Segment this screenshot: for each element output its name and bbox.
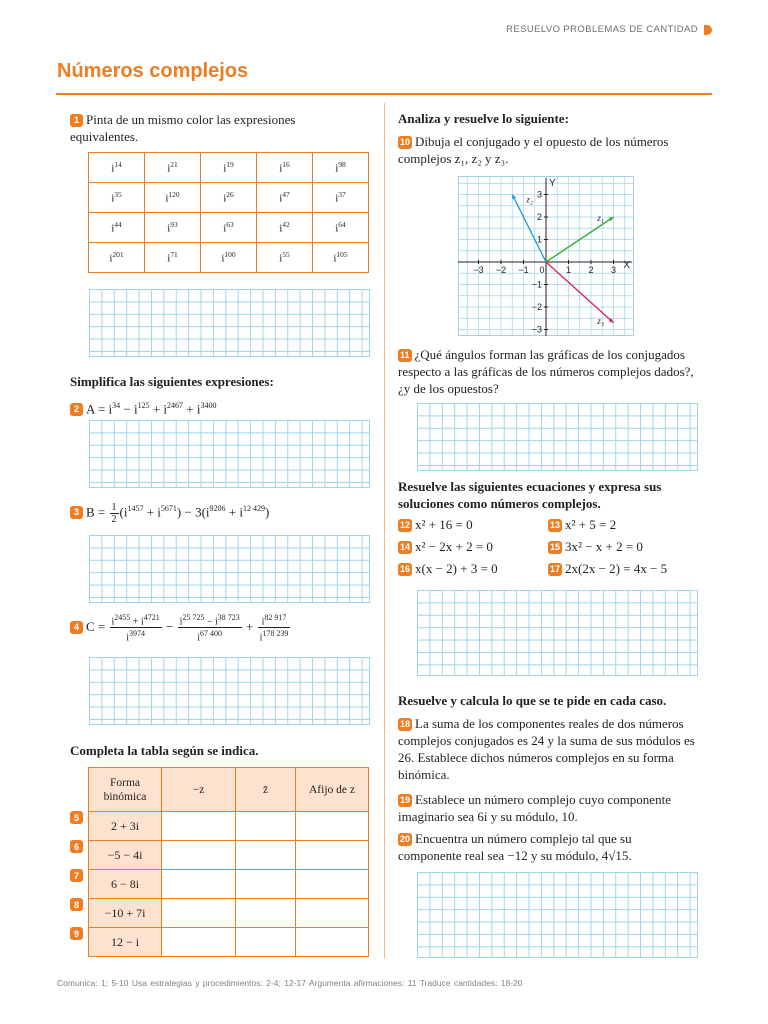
power-base: i [333,252,337,265]
power-cell[interactable] [145,183,201,213]
header-affix: Afijo de z [296,768,369,812]
conjugate-cell[interactable] [236,841,296,870]
power-exponent: 16 [282,160,290,170]
power-base: i [279,192,283,205]
power-exponent: 44 [114,220,122,230]
x-tick-label: −2 [495,265,507,275]
question-number: 6 [70,840,83,853]
answer-grid-4[interactable] [89,657,370,725]
question-number: 13 [550,520,561,530]
power-cell[interactable] [257,183,313,213]
question-number: 17 [550,564,561,574]
section-tab-marker [704,25,712,35]
section-header [506,24,712,35]
power-cell[interactable] [201,183,257,213]
power-cell[interactable] [257,153,313,183]
answer-grid-1[interactable] [89,289,370,357]
power-base: i [279,162,283,175]
question-19-text: Establece un número complejo cuyo componente imaginario sea 6i y su módulo, 10. [398,792,671,824]
question-number: 10 [400,137,411,147]
power-row [89,213,369,243]
complex-table [88,767,369,957]
x-tick-label: −1 [518,265,529,275]
power-base: i [109,252,113,265]
header-opposite: −z [162,768,236,812]
complete-table-title: Completa la tabla según se indica. [70,743,259,758]
binomial-value: −10 + 7i [89,899,162,928]
power-base: i [223,192,227,205]
power-cell[interactable] [257,213,313,243]
power-exponent: 64 [338,220,346,230]
power-exponent: 21 [170,160,178,170]
binomial-value: 2 + 3i [89,812,162,841]
power-cell[interactable] [145,153,201,183]
question-number: 3 [70,506,83,519]
question-number: 20 [400,834,411,844]
conjugate-cell[interactable] [236,870,296,899]
equation-text: 2x(2x − 2) = 4x − 5 [565,561,668,576]
power-cell[interactable] [313,243,369,273]
affix-cell[interactable] [296,870,369,899]
power-cell[interactable] [145,213,201,243]
question-18-text: La suma de los componentes reales de dos números complejos conjugados es 24 y la suma de sus módulos es 26. Establece dichos números complejos en su forma binómica. [398,716,695,782]
section-header-label: RESUELVO PROBLEMAS DE CANTIDAD [506,24,698,35]
power-exponent: 71 [170,250,178,260]
question-number: 9 [70,927,83,940]
binomial-value: −5 − 4i [89,841,162,870]
equation-item [398,560,498,577]
question-19 [398,791,698,825]
power-base: i [165,192,169,205]
vector-label: z₃ [597,315,604,326]
x-tick-label: 2 [588,265,594,275]
question-number: 7 [70,869,83,882]
x-tick-label: 0 [539,265,545,275]
question-number: 1 [70,114,83,127]
power-exponent: 19 [226,160,234,170]
affix-cell[interactable] [296,841,369,870]
x-tick-label: 1 [565,265,572,275]
y-tick-label: −2 [531,302,542,312]
question-20 [398,830,698,864]
power-cell[interactable] [89,243,145,273]
power-exponent: 105 [336,250,348,260]
power-base: i [111,222,115,235]
table-row [89,812,369,841]
power-base: i [335,192,339,205]
power-row [89,243,369,273]
y-axis-label: Y [549,178,556,189]
analyze-title: Analiza y resuelve lo siguiente: [398,111,569,126]
answer-grid-eq[interactable] [417,590,698,676]
power-row [89,183,369,213]
power-base: i [279,222,283,235]
header-binomial: Forma binómica [89,768,162,812]
power-exponent: 98 [338,160,346,170]
power-base: i [223,222,227,235]
question-number: 15 [550,542,561,552]
question-1-text: Pinta de un mismo color las expresiones equivalentes. [70,112,296,144]
x-tick-label: 3 [610,265,617,275]
conjugate-cell[interactable] [236,812,296,841]
equation-item [398,516,473,533]
question-number: 18 [400,719,411,729]
power-cell[interactable] [257,243,313,273]
question-number: 2 [70,403,83,416]
y-tick-label: 1 [536,234,542,245]
power-exponent: 26 [226,190,234,200]
power-cell[interactable] [89,213,145,243]
x-axis-label: X [623,260,630,271]
equation-item [548,560,667,577]
affix-cell[interactable] [296,812,369,841]
question-4: 4 C = $\frac{i^{2455} + i^{4721}}{i^{3974}}$ − $\frac{i^{25 725} - i^{38 723}}{i^{67 400}}$ + $\frac{i^{82 917}}{i^{178 239}}$ [70,612,291,644]
question-11-text: ¿Qué ángulos forman las gráficas de los conjugados respecto a las gráficas de los números complejos dados?, ¿y de los opuestos? [398,347,694,396]
affix-cell[interactable] [296,928,369,957]
question-number: 12 [400,520,411,530]
table-row [89,928,369,957]
equation-item [548,516,616,533]
power-base: i [111,192,115,205]
title-divider [56,93,712,95]
power-cell[interactable] [201,153,257,183]
power-base: i [111,162,115,175]
footer-competencies: Comunica: 1; 5-10 Usa estrategias y procedimientos: 2-4; 12-17 Argumenta afirmaciones: 11 Traduce cantidades: 18-20 [57,978,523,988]
answer-grid-11[interactable] [417,403,698,471]
question-number: 14 [400,542,411,552]
x-tick-label: −3 [473,265,484,275]
affix-cell[interactable] [296,899,369,928]
power-cell[interactable] [89,183,145,213]
power-cell[interactable] [145,243,201,273]
table-row [89,899,369,928]
problems-title: Resuelve y calcula lo que se te pide en cada caso. [398,693,667,708]
opposite-cell[interactable] [162,841,236,870]
question-18 [398,715,698,783]
power-cell[interactable] [201,213,257,243]
page-title: Números complejos [57,60,249,82]
y-tick-label: −3 [531,324,542,335]
vector-label: z₁ [597,213,604,224]
header-conjugate: z̄ [236,768,296,812]
question-10 [398,133,698,167]
power-base: i [167,252,171,265]
equation-text: x(x − 2) + 3 = 0 [415,561,498,576]
opposite-cell[interactable] [162,899,236,928]
equation-text: x² + 16 = 0 [415,517,473,532]
power-row [89,153,369,183]
question-1 [70,111,360,145]
vector-label: z₂ [526,194,533,205]
answer-grid-3[interactable] [89,535,370,603]
power-base: i [167,162,171,175]
power-cell[interactable] [313,153,369,183]
question-number: 4 [70,621,83,634]
opposite-cell[interactable] [162,812,236,841]
opposite-cell[interactable] [162,870,236,899]
equation-text: 3x² − x + 2 = 0 [565,539,643,554]
y-tick-label: 2 [536,212,542,222]
power-exponent: 63 [226,220,234,230]
conjugate-cell[interactable] [236,899,296,928]
question-number: 19 [400,795,411,805]
power-exponent: 100 [224,250,236,260]
table-row [89,841,369,870]
power-exponent: 35 [114,190,122,200]
binomial-value: 6 − 8i [89,870,162,899]
power-exponent: 14 [114,160,122,170]
power-exponent: 42 [282,220,290,230]
question-number: 5 [70,811,83,824]
power-exponent: 201 [112,250,124,260]
column-divider [384,103,385,959]
answer-grid-2[interactable] [89,420,370,488]
answer-grid-problems[interactable] [417,872,698,958]
power-exponent: 93 [170,220,178,230]
power-cell[interactable] [313,213,369,243]
question-number: 8 [70,898,83,911]
table-row [89,870,369,899]
y-tick-label: −1 [531,279,542,290]
complex-plane-graph [458,176,634,336]
equation-text: x² − 2x + 2 = 0 [415,539,493,554]
power-base: i [279,252,283,265]
power-cell[interactable] [89,153,145,183]
power-exponent: 37 [338,190,346,200]
binomial-value: 12 − i [89,928,162,957]
simplify-title: Simplifica las siguientes expresiones: [70,374,274,389]
question-10-text: Dibuja el conjugado y el opuesto de los números complejos z₁, z₂ y z₃. [398,134,669,166]
equation-item [398,538,493,555]
power-exponent: 120 [168,190,180,200]
power-table [88,152,369,273]
question-3: 3 B = $\frac{1}{2}$ $(i^{1457} + i^{5671}) - 3(i^{9206} + i^{12 429})$ [70,500,269,525]
power-base: i [223,162,227,175]
power-base: i [221,252,225,265]
power-exponent: 47 [282,190,290,200]
question-11 [398,346,698,397]
equations-title: Resuelve las siguientes ecuaciones y expresa sus soluciones como números complejos. [398,479,662,511]
question-number: 16 [400,564,411,574]
question-number: 11 [400,350,410,360]
question-20-text: Encuentra un número complejo tal que su componente real sea −12 y su módulo, 4√15. [398,831,632,863]
equation-text: x² + 5 = 2 [565,517,617,532]
power-cell[interactable] [201,243,257,273]
power-base: i [335,222,339,235]
power-exponent: 55 [282,250,290,260]
power-cell[interactable] [313,183,369,213]
power-base: i [335,162,339,175]
conjugate-cell[interactable] [236,928,296,957]
equation-item [548,538,643,555]
question-2: 2 $A = i^{34} - i^{125} + i^{2467} + i^{3400}$ [70,397,216,417]
y-tick-label: 3 [536,189,542,200]
opposite-cell[interactable] [162,928,236,957]
power-base: i [167,222,171,235]
